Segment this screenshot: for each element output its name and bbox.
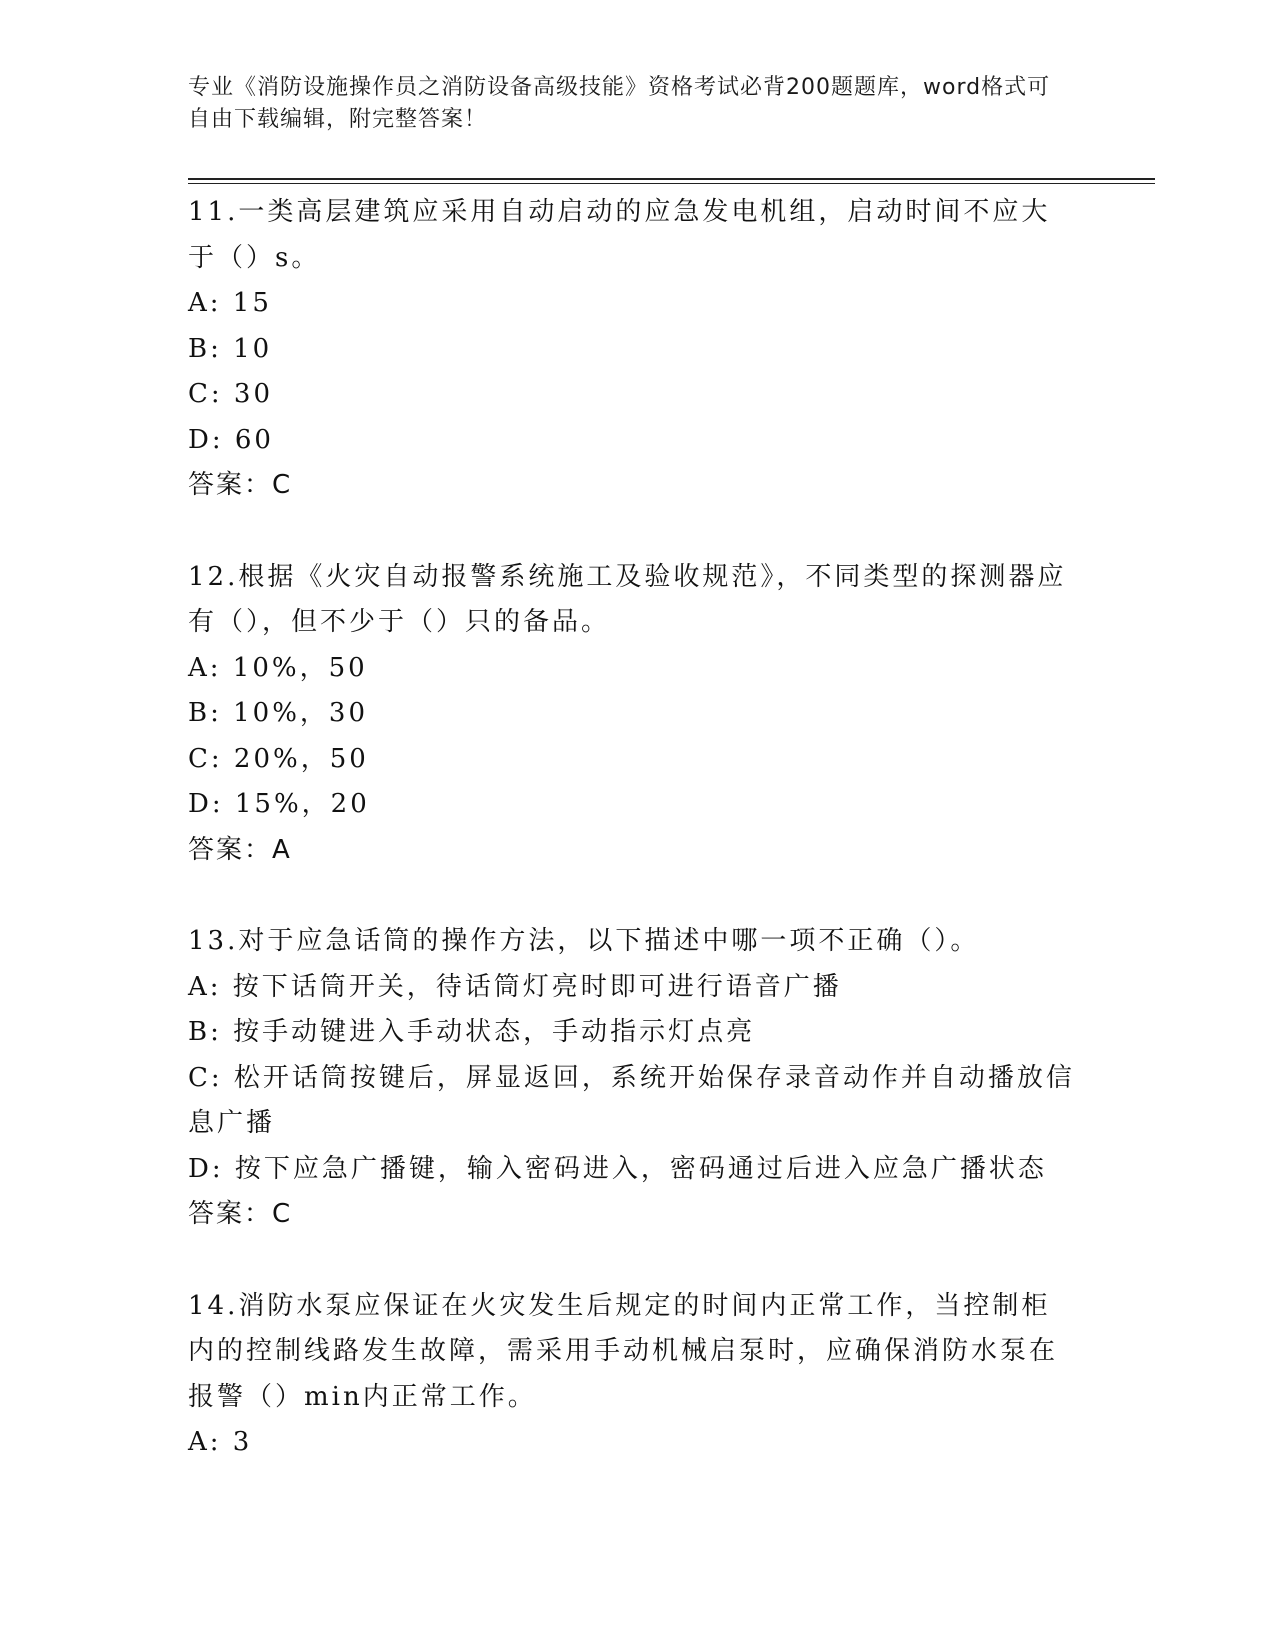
answer-line: 答案：C [188, 1199, 293, 1229]
option-c: C: 30 [188, 379, 274, 409]
answer-line: 答案：A [188, 834, 292, 865]
option-a: A: 3 [188, 1427, 253, 1457]
option-b: B: 10%，30 [188, 698, 369, 728]
option-b: B: 按手动键进入手动状态，手动指示灯点亮 [188, 1017, 756, 1047]
question-stem: 13.对于应急话筒的操作方法，以下描述中哪一项不正确（）。 [188, 926, 980, 956]
option-b: B: 10 [188, 333, 273, 364]
question-13 [188, 919, 1078, 1238]
question-stem: 14.消防水泵应保证在火灾发生后规定的时间内正常工作，当控制柜内的控制线路发生故障，需采用手动机械启泵时，应确保消防水泵在报警（）min内正常工作。 [188, 1290, 1059, 1412]
header-rule-thin [188, 183, 1155, 184]
question-list [188, 190, 1078, 1512]
header-rule-thick [188, 178, 1155, 180]
option-a: A: 按下话筒开关，待话筒灯亮时即可进行语音广播 [188, 971, 842, 1002]
option-a: A: 15 [188, 288, 272, 318]
question-stem: 11.一类高层建筑应采用自动启动的应急发电机组，启动时间不应大于（）s。 [188, 197, 1051, 273]
question-14 [188, 1284, 1078, 1466]
question-11 [188, 190, 1078, 509]
option-d: D: 15%，20 [188, 789, 370, 819]
option-a: A: 10%，50 [188, 652, 368, 683]
answer-line: 答案：C [188, 470, 293, 500]
option-d: D: 按下应急广播键，输入密码进入，密码通过后进入应急广播状态 [188, 1153, 1047, 1184]
option-c: C: 20%，50 [188, 743, 369, 774]
question-12 [188, 555, 1078, 874]
option-d: D: 60 [188, 424, 274, 455]
document-header: 专业《消防设施操作员之消防设备高级技能》资格考试必背200题题库，word格式可自由下载编辑，附完整答案！ [188, 75, 1051, 132]
question-stem: 12.根据《火灾自动报警系统施工及验收规范》，不同类型的探测器应有（），但不少于（）只的备品。 [188, 561, 1067, 637]
option-c: C: 松开话筒按键后，屏显返回，系统开始保存录音动作并自动播放信息广播 [188, 1062, 1075, 1138]
